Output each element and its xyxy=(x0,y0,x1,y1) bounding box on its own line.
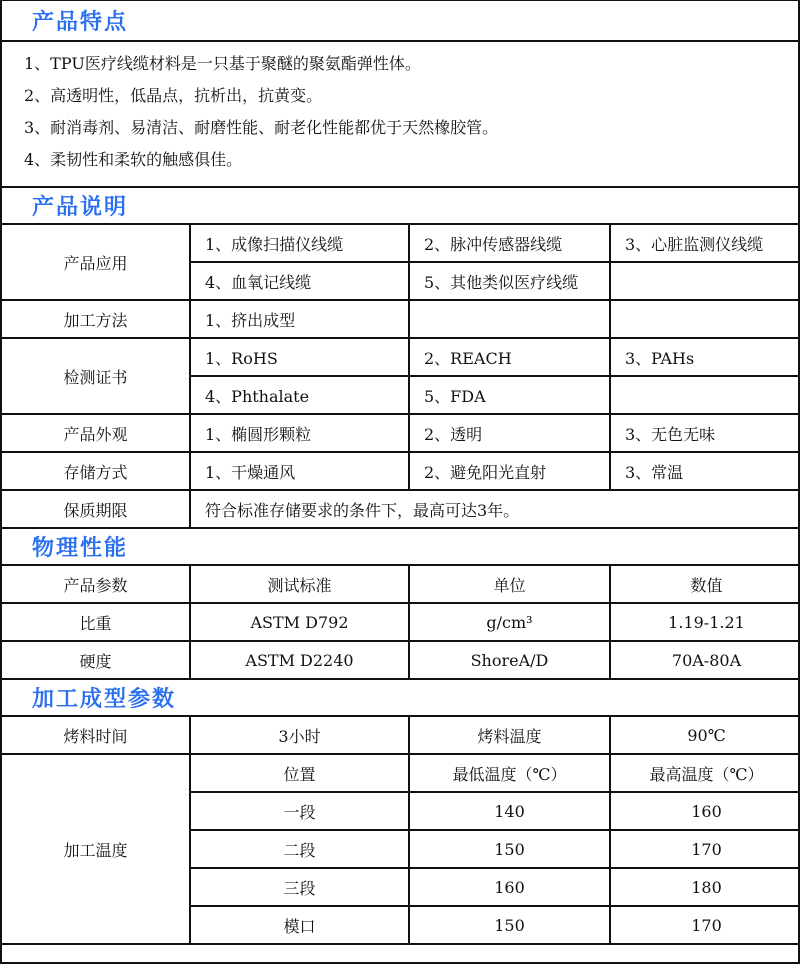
drying-temp-label: 烤料温度 xyxy=(409,716,610,754)
cell: ShoreA/D xyxy=(409,641,610,679)
cell: g/cm³ xyxy=(409,603,610,641)
cell: 3、心脏监测仪线缆 xyxy=(610,224,800,262)
cell: 2、REACH xyxy=(409,338,610,376)
features-section-header xyxy=(2,1,800,41)
feature-item: 4、柔韧性和柔软的触感俱佳。 xyxy=(24,150,243,169)
cell xyxy=(610,300,800,338)
description-title: 产品说明 xyxy=(2,187,800,224)
row-label-storage: 存储方式 xyxy=(2,452,190,490)
cell: 一段 xyxy=(190,792,409,830)
features-title: 产品特点 xyxy=(2,1,800,41)
cell xyxy=(610,376,800,414)
table-row xyxy=(2,490,800,528)
cell: 模口 xyxy=(190,906,409,944)
cell: ASTM D2240 xyxy=(190,641,409,679)
row-label-shelf-life: 保质期限 xyxy=(2,490,190,528)
cell: 3、PAHs xyxy=(610,338,800,376)
cell: 70A-80A xyxy=(610,641,800,679)
drying-time-value: 3小时 xyxy=(190,716,409,754)
feature-item: 2、高透明性，低晶点，抗析出，抗黄变。 xyxy=(24,86,323,105)
row-label-processing-method: 加工方法 xyxy=(2,300,190,338)
cell: 1、椭圆形颗粒 xyxy=(190,414,409,452)
cell: 2、避免阳光直射 xyxy=(409,452,610,490)
cell: 1.19-1.21 xyxy=(610,603,800,641)
cell: 170 xyxy=(610,906,800,944)
physical-title: 物理性能 xyxy=(2,528,800,565)
column-header: 数值 xyxy=(610,565,800,603)
processing-title: 加工成型参数 xyxy=(2,679,800,716)
cell: 180 xyxy=(610,868,800,906)
processing-temp-label: 加工温度 xyxy=(2,754,190,944)
cell: 140 xyxy=(409,792,610,830)
cell: 160 xyxy=(409,868,610,906)
cell: 1、成像扫描仪线缆 xyxy=(190,224,409,262)
cell: ASTM D792 xyxy=(190,603,409,641)
row-label-appearance: 产品外观 xyxy=(2,414,190,452)
processing-section-header xyxy=(2,679,800,716)
cell: 5、FDA xyxy=(409,376,610,414)
column-header: 单位 xyxy=(409,565,610,603)
cell: 160 xyxy=(610,792,800,830)
row-label-certificates: 检测证书 xyxy=(2,338,190,414)
table-header-row xyxy=(2,754,800,792)
column-header: 最低温度（℃） xyxy=(409,754,610,792)
table-row xyxy=(2,338,800,376)
table-row xyxy=(2,414,800,452)
cell: 150 xyxy=(409,830,610,868)
cell: 二段 xyxy=(190,830,409,868)
cell: 1、RoHS xyxy=(190,338,409,376)
cell: 170 xyxy=(610,830,800,868)
column-header: 位置 xyxy=(190,754,409,792)
cell: 150 xyxy=(409,906,610,944)
table-row xyxy=(2,452,800,490)
feature-item: 3、耐消毒剂、易清洁、耐磨性能、耐老化性能都优于天然橡胶管。 xyxy=(24,118,499,137)
cell: 1、挤出成型 xyxy=(190,300,409,338)
cell: 4、血氧记线缆 xyxy=(190,262,409,300)
table-row xyxy=(2,300,800,338)
cell: 三段 xyxy=(190,868,409,906)
row-label-application: 产品应用 xyxy=(2,224,190,300)
shelf-life-text: 符合标准存储要求的条件下，最高可达3年。 xyxy=(190,490,800,528)
cell: 3、无色无味 xyxy=(610,414,800,452)
cell: 4、Phthalate xyxy=(190,376,409,414)
spec-table xyxy=(2,1,800,945)
feature-item: 1、TPU医疗线缆材料是一只基于聚醚的聚氨酯弹性体。 xyxy=(24,54,421,73)
cell: 5、其他类似医疗线缆 xyxy=(409,262,610,300)
description-section-header xyxy=(2,187,800,224)
cell: 比重 xyxy=(2,603,190,641)
cell: 2、脉冲传感器线缆 xyxy=(409,224,610,262)
cell: 2、透明 xyxy=(409,414,610,452)
cell: 1、干燥通风 xyxy=(190,452,409,490)
table-row xyxy=(2,224,800,262)
table-row xyxy=(2,603,800,641)
features-list xyxy=(2,41,800,187)
table-row xyxy=(2,641,800,679)
column-header: 测试标准 xyxy=(190,565,409,603)
table-row xyxy=(2,716,800,754)
drying-temp-value: 90℃ xyxy=(610,716,800,754)
physical-section-header xyxy=(2,528,800,565)
column-header: 产品参数 xyxy=(2,565,190,603)
cell: 硬度 xyxy=(2,641,190,679)
drying-time-label: 烤料时间 xyxy=(2,716,190,754)
cell xyxy=(610,262,800,300)
cell xyxy=(409,300,610,338)
cell: 3、常温 xyxy=(610,452,800,490)
column-header: 最高温度（℃） xyxy=(610,754,800,792)
table-header-row xyxy=(2,565,800,603)
